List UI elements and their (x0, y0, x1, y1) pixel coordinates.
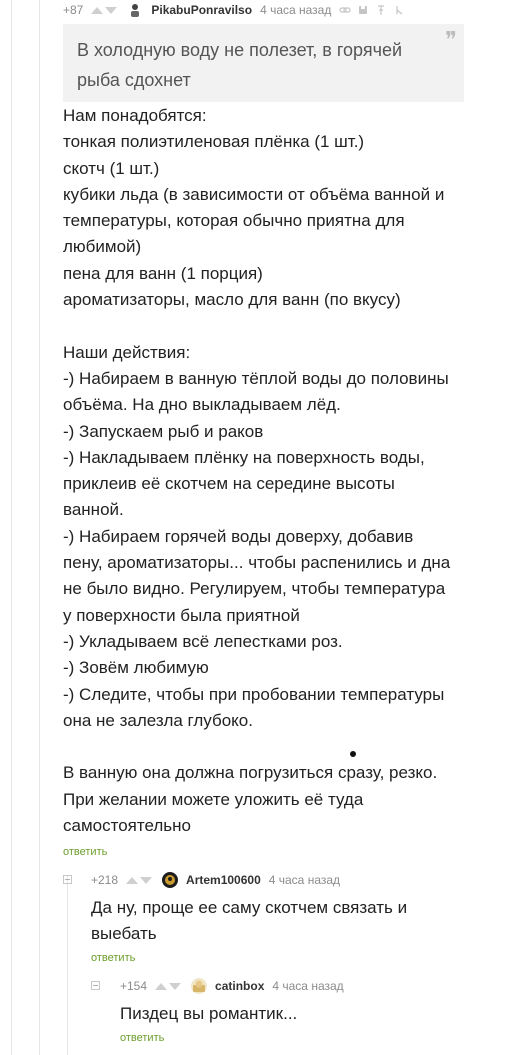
comment-text-line: Да ну, проще ее саму скотчем связать и (91, 898, 408, 917)
collapse-thread-icon[interactable] (63, 875, 72, 884)
vote-up-icon[interactable] (91, 7, 103, 14)
avatar[interactable] (191, 978, 207, 994)
avatar[interactable] (127, 2, 143, 18)
user-avatar-icon (127, 2, 143, 18)
comment-text-line: объёма. На дно выкладываем лёд. (63, 395, 341, 415)
comment-username[interactable]: PikabuPonravilso (151, 3, 253, 17)
comment-rating: +154 (120, 979, 148, 993)
save-icon[interactable] (357, 4, 369, 16)
comment-text-line: тонкая полиэтиленовая плёнка (1 шт.) (63, 132, 365, 152)
pin-icon[interactable] (375, 4, 387, 16)
comment-text-line: -) Следите, чтобы при пробовании температуры (63, 684, 445, 704)
user-avatar-icon (162, 872, 178, 888)
comment-text-line: -) Набираем в ванную тёплой воды до половины (63, 368, 449, 388)
vote-down-icon[interactable] (140, 877, 152, 884)
comment-text-line: выебать (91, 924, 157, 944)
reply-button[interactable]: ответить (63, 846, 108, 858)
comment-text-line: -) Укладываем всё лепестками роз. (63, 631, 343, 651)
comment-text-line: -) Запускаем рыб и раков (63, 421, 264, 441)
thread-line-level-1 (39, 0, 40, 1055)
comment-text-line: любимой) (63, 237, 142, 257)
comment-text-line: ароматизаторы, масло для ванн (по вкусу) (63, 290, 401, 310)
link-icon[interactable] (339, 4, 351, 16)
reply-button[interactable]: ответить (120, 1032, 165, 1044)
avatar[interactable] (162, 872, 178, 888)
comment-body (63, 103, 503, 839)
share-icon[interactable] (393, 4, 405, 16)
cursor-dot (350, 751, 356, 757)
cat-avatar-icon (191, 978, 207, 994)
comment-text-line: При желании можете уложить её туда (63, 789, 364, 809)
comment-time[interactable]: 4 часа назад (272, 979, 344, 993)
vote-down-icon[interactable] (105, 7, 117, 14)
quote-icon: ❞ (445, 28, 457, 53)
vote-down-icon[interactable] (169, 983, 181, 990)
thread-line-level-0 (11, 0, 12, 1055)
comment-text-line: Пиздец вы романтик... (120, 1004, 298, 1023)
comment-text-line: самостоятельно (63, 816, 191, 836)
comment-text-line: пена для ванн (1 порция) (63, 263, 263, 283)
comment-username[interactable]: catinbox (215, 979, 265, 993)
comment-text-line: она не залезла глубоко. (63, 710, 253, 730)
comment-text-line: температуры, которая обычно приятна для (63, 211, 405, 231)
comment-text-line: В ванную она должна погрузиться сразу, резко. (63, 763, 438, 783)
comment-rating: +87 (63, 3, 84, 17)
comment-body (120, 1001, 500, 1027)
comment-rating: +218 (91, 873, 119, 887)
comment-text-line: Наши действия: (63, 342, 191, 362)
comment-text-line: ванной. (63, 500, 124, 520)
comment-text-line: пену, ароматизаторы... чтобы распенились и дна (63, 553, 451, 573)
quote-line: В холодную воду не полезет, в горячей (77, 40, 403, 60)
reply-button[interactable]: ответить (91, 952, 136, 964)
comment-text-line: не было видно. Регулируем, чтобы температура (63, 579, 446, 599)
comment-time[interactable]: 4 часа назад (260, 3, 332, 17)
comment-text-line: -) Зовём любимую (63, 658, 209, 678)
quote-block (63, 24, 464, 102)
thread-line-level-2 (67, 875, 68, 1055)
comment-body (91, 895, 491, 948)
comment-time[interactable]: 4 часа назад (268, 873, 341, 887)
comment-username[interactable]: Artem100600 (186, 873, 261, 887)
comment-text-line: -) Накладываем плёнку на поверхность воды, (63, 447, 425, 467)
comment-text-line: скотч (1 шт.) (63, 158, 160, 178)
collapse-thread-icon[interactable] (91, 981, 100, 990)
quote-line: рыба сдохнет (77, 70, 191, 90)
comment-text-line: приклеив её скотчем на середине высоты (63, 474, 395, 494)
comment-header (63, 2, 411, 18)
comment-text-line: Нам понадобятся: (63, 106, 207, 125)
vote-up-icon[interactable] (155, 983, 167, 990)
comment-text-line: -) Набираем горячей воды доверху, добавив (63, 526, 414, 546)
comment-text-line (63, 734, 503, 760)
comment-header (91, 872, 348, 888)
comment-text-line (63, 313, 503, 339)
vote-up-icon[interactable] (126, 877, 138, 884)
comment-text-line: у поверхности была приятной (63, 605, 300, 625)
comment-header (120, 978, 352, 994)
comment-text-line: кубики льда (в зависимости от объёма ванной и (63, 184, 445, 204)
